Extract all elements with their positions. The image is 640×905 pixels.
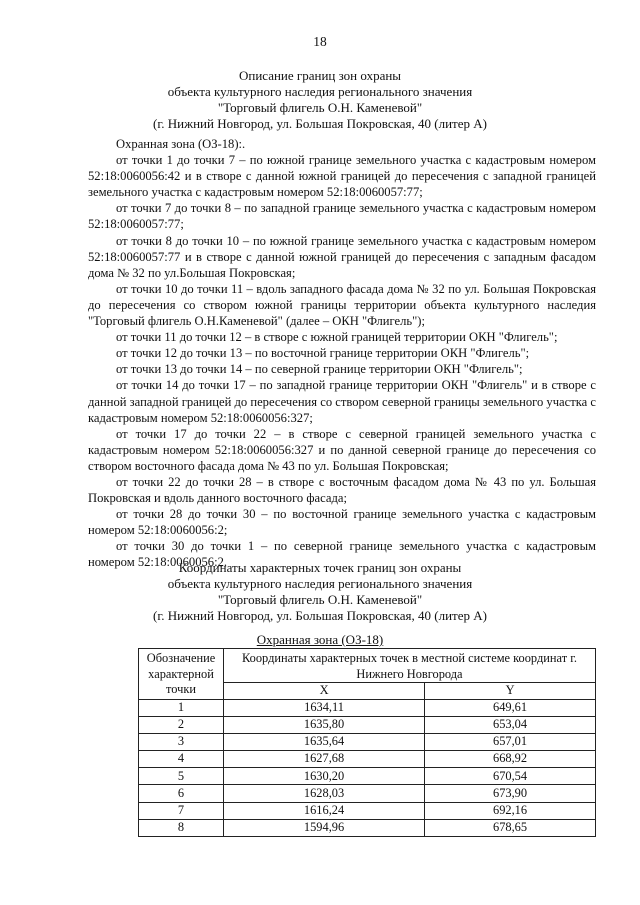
x-column-header: X	[224, 683, 425, 700]
table-row	[139, 699, 596, 716]
x-cell: 1634,11	[224, 699, 425, 716]
description-heading	[60, 68, 580, 132]
boundary-paragraph: от точки 13 до точки 14 – по северной границе территории ОКН "Флигель";	[116, 362, 523, 377]
zone-label: Охранная зона (ОЗ-18):.	[116, 137, 246, 151]
table-row	[139, 716, 596, 733]
y-cell: 668,92	[425, 751, 596, 768]
table-row	[139, 785, 596, 802]
heading-line: (г. Нижний Новгород, ул. Большая Покровская, 40 (литер А)	[153, 608, 487, 623]
point-cell: 2	[139, 716, 224, 733]
coords-heading	[60, 560, 580, 624]
heading-line: Координаты характерных точек границ зон охраны	[178, 560, 462, 575]
y-cell: 653,04	[425, 716, 596, 733]
table-row	[139, 819, 596, 836]
point-cell: 8	[139, 819, 224, 836]
table-row	[139, 751, 596, 768]
boundary-paragraph: от точки 28 до точки 30 – по восточной границе земельного участка с кадастровым номером 52:18:0060056:2;	[88, 507, 596, 538]
page-number: 18	[313, 34, 327, 49]
x-cell: 1627,68	[224, 751, 425, 768]
x-cell: 1616,24	[224, 802, 425, 819]
boundary-paragraph: от точки 22 до точки 28 – в створе с восточным фасадом дома № 43 по ул. Большая Покровская и вдоль данного восточного фасада;	[88, 474, 596, 506]
heading-line: "Торговый флигель О.Н. Каменевой"	[217, 100, 423, 115]
point-cell: 4	[139, 751, 224, 768]
boundary-paragraph: от точки 14 до точки 17 – по западной границе территории ОКН "Флигель" и в створе с данной западной границей до пересечения со створом северной границы земельного участка с кадастровым номером 52:18:0060056:327;	[88, 378, 596, 425]
point-column-header: Обозначение характерной точки	[139, 649, 224, 700]
heading-line: (г. Нижний Новгород, ул. Большая Покровская, 40 (литер А)	[153, 116, 487, 131]
boundary-paragraph: от точки 1 до точки 7 – по южной границе земельного участка с кадастровым номером 52:18:0060056:42 и в створе с данной южной границей до пересечения с западной границей земельного участка с кадастровым номером 52:18:0060057:77;	[88, 153, 596, 200]
table-row	[139, 733, 596, 750]
x-cell: 1635,80	[224, 716, 425, 733]
coords-column-header: Координаты характерных точек в местной системе координат г. Нижнего Новгорода	[224, 649, 596, 683]
boundary-description	[88, 136, 596, 571]
x-cell: 1630,20	[224, 768, 425, 785]
point-cell: 1	[139, 699, 224, 716]
table-row	[139, 802, 596, 819]
x-cell: 1628,03	[224, 785, 425, 802]
y-cell: 678,65	[425, 819, 596, 836]
boundary-paragraph: от точки 17 до точки 22 – в створе с северной границей земельного участка с кадастровым номером 52:18:0060056:327 и по данной северной границе до пересечения со створом восточного фасада дома № 43 по ул. Большая Покровская;	[88, 426, 596, 473]
point-cell: 3	[139, 733, 224, 750]
table-caption: Охранная зона (ОЗ-18)	[256, 632, 384, 647]
point-cell: 7	[139, 802, 224, 819]
table-body	[139, 699, 596, 837]
boundary-paragraph: от точки 8 до точки 10 – по южной границе земельного участка с кадастровым номером 52:18:0060057:77 и в створе с данной южной границей до пересечения с западным фасадом дома № 32 по ул.Большая Покровская;	[88, 233, 596, 280]
boundary-paragraph: от точки 30 до точки 1 – по северной границе земельного участка с кадастровым номером 52:18:0060056:2.	[88, 539, 596, 570]
heading-line: объекта культурного наследия регионального значения	[167, 84, 473, 99]
boundary-paragraph: от точки 11 до точки 12 – в створе с южной границей территории ОКН "Флигель";	[116, 330, 558, 345]
y-column-header: Y	[425, 683, 596, 700]
point-cell: 6	[139, 785, 224, 802]
boundary-paragraph: от точки 12 до точки 13 – по восточной границе территории ОКН "Флигель";	[116, 346, 530, 361]
x-cell: 1594,96	[224, 819, 425, 836]
y-cell: 670,54	[425, 768, 596, 785]
point-cell: 5	[139, 768, 224, 785]
table-row	[139, 768, 596, 785]
y-cell: 673,90	[425, 785, 596, 802]
heading-line: объекта культурного наследия регионального значения	[167, 576, 473, 591]
coordinates-table	[138, 648, 596, 837]
y-cell: 649,61	[425, 699, 596, 716]
x-cell: 1635,64	[224, 733, 425, 750]
heading-line: "Торговый флигель О.Н. Каменевой"	[217, 592, 423, 607]
boundary-paragraph: от точки 10 до точки 11 – вдоль западного фасада дома № 32 по ул. Большая Покровская до пересечения со створом южной границы территории объекта культурного наследия "Торговый флигель О.Н.Каменевой" (далее – ОКН "Флигель");	[88, 281, 596, 329]
heading-line: Описание границ зон охраны	[238, 68, 402, 83]
y-cell: 657,01	[425, 733, 596, 750]
y-cell: 692,16	[425, 802, 596, 819]
boundary-paragraph: от точки 7 до точки 8 – по западной границе земельного участка с кадастровым номером 52:18:0060057:77;	[88, 201, 596, 232]
